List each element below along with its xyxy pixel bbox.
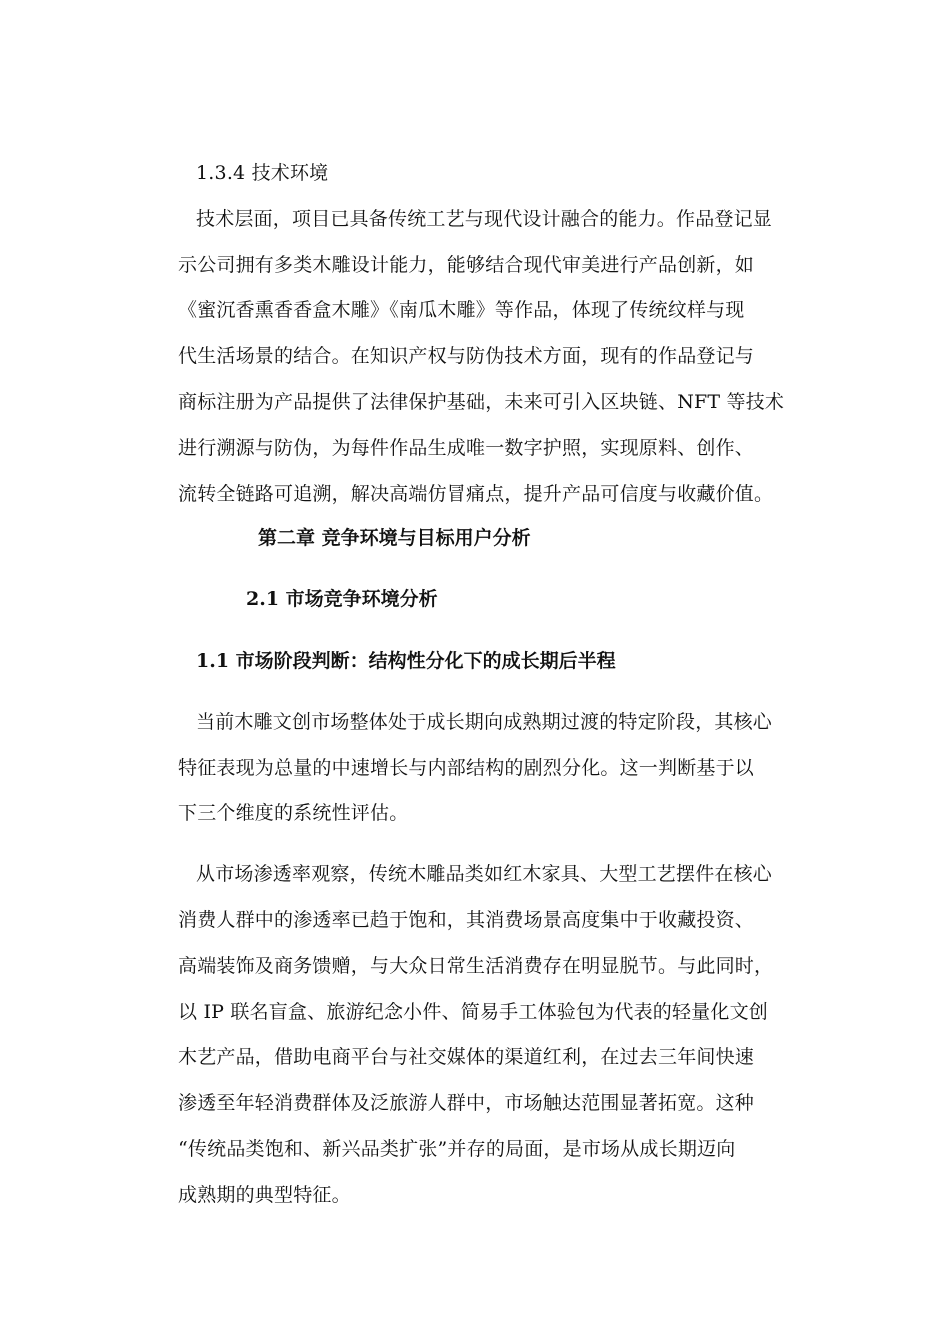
chapter-title: 第二章 竞争环境与目标用户分析 (258, 527, 531, 549)
paragraph-line: “传统品类饱和、新兴品类扩张”并存的局面，是市场从成长期迈向 (178, 1138, 736, 1160)
paragraph-line: 特征表现为总量的中速增长与内部结构的剧烈分化。这一判断基于以 (178, 757, 755, 779)
paragraph-line: 渗透至年轻消费群体及泛旅游人群中，市场触达范围显著拓宽。这种 (178, 1092, 755, 1114)
paragraph-line: 消费人群中的渗透率已趋于饱和，其消费场景高度集中于收藏投资、 (178, 909, 755, 931)
paragraph-line: 当前木雕文创市场整体处于成长期向成熟期过渡的特定阶段，其核心 (196, 711, 773, 733)
paragraph-line: 高端装饰及商务馈赠，与大众日常生活消费存在明显脱节。与此同时， (178, 955, 774, 977)
paragraph-line: 从市场渗透率观察，传统木雕品类如红木家具、大型工艺摆件在核心 (196, 863, 773, 885)
paragraph-line: 木艺产品，借助电商平台与社交媒体的渠道红利，在过去三年间快速 (178, 1046, 755, 1068)
paragraph-line: 进行溯源与防伪，为每件作品生成唯一数字护照，实现原料、创作、 (178, 437, 755, 459)
paragraph-line: 《蜜沉香熏香香盒木雕》《南瓜木雕》等作品，体现了传统纹样与现 (178, 299, 745, 321)
section-heading-1-3-4: 1.3.4 技术环境 (196, 162, 329, 184)
paragraph-line: 示公司拥有多类木雕设计能力，能够结合现代审美进行产品创新，如 (178, 254, 755, 276)
paragraph-line: 商标注册为产品提供了法律保护基础，未来可引入区块链、NFT 等技术 (178, 391, 785, 413)
paragraph-line: 以 IP 联名盲盒、旅游纪念小件、简易手工体验包为代表的轻量化文创 (178, 1001, 768, 1023)
paragraph-line: 流转全链路可追溯，解决高端仿冒痛点，提升产品可信度与收藏价值。 (178, 483, 774, 505)
paragraph-line: 技术层面，项目已具备传统工艺与现代设计融合的能力。作品登记显 (196, 208, 773, 230)
paragraph-line: 代生活场景的结合。在知识产权与防伪技术方面，现有的作品登记与 (178, 345, 755, 367)
paragraph-line: 下三个维度的系统性评估。 (178, 802, 409, 824)
paragraph-line: 成熟期的典型特征。 (178, 1184, 351, 1206)
subsection-heading-1-1: 1.1 市场阶段判断：结构性分化下的成长期后半程 (196, 650, 616, 672)
section-heading-2-1: 2.1 市场竞争环境分析 (246, 588, 438, 610)
